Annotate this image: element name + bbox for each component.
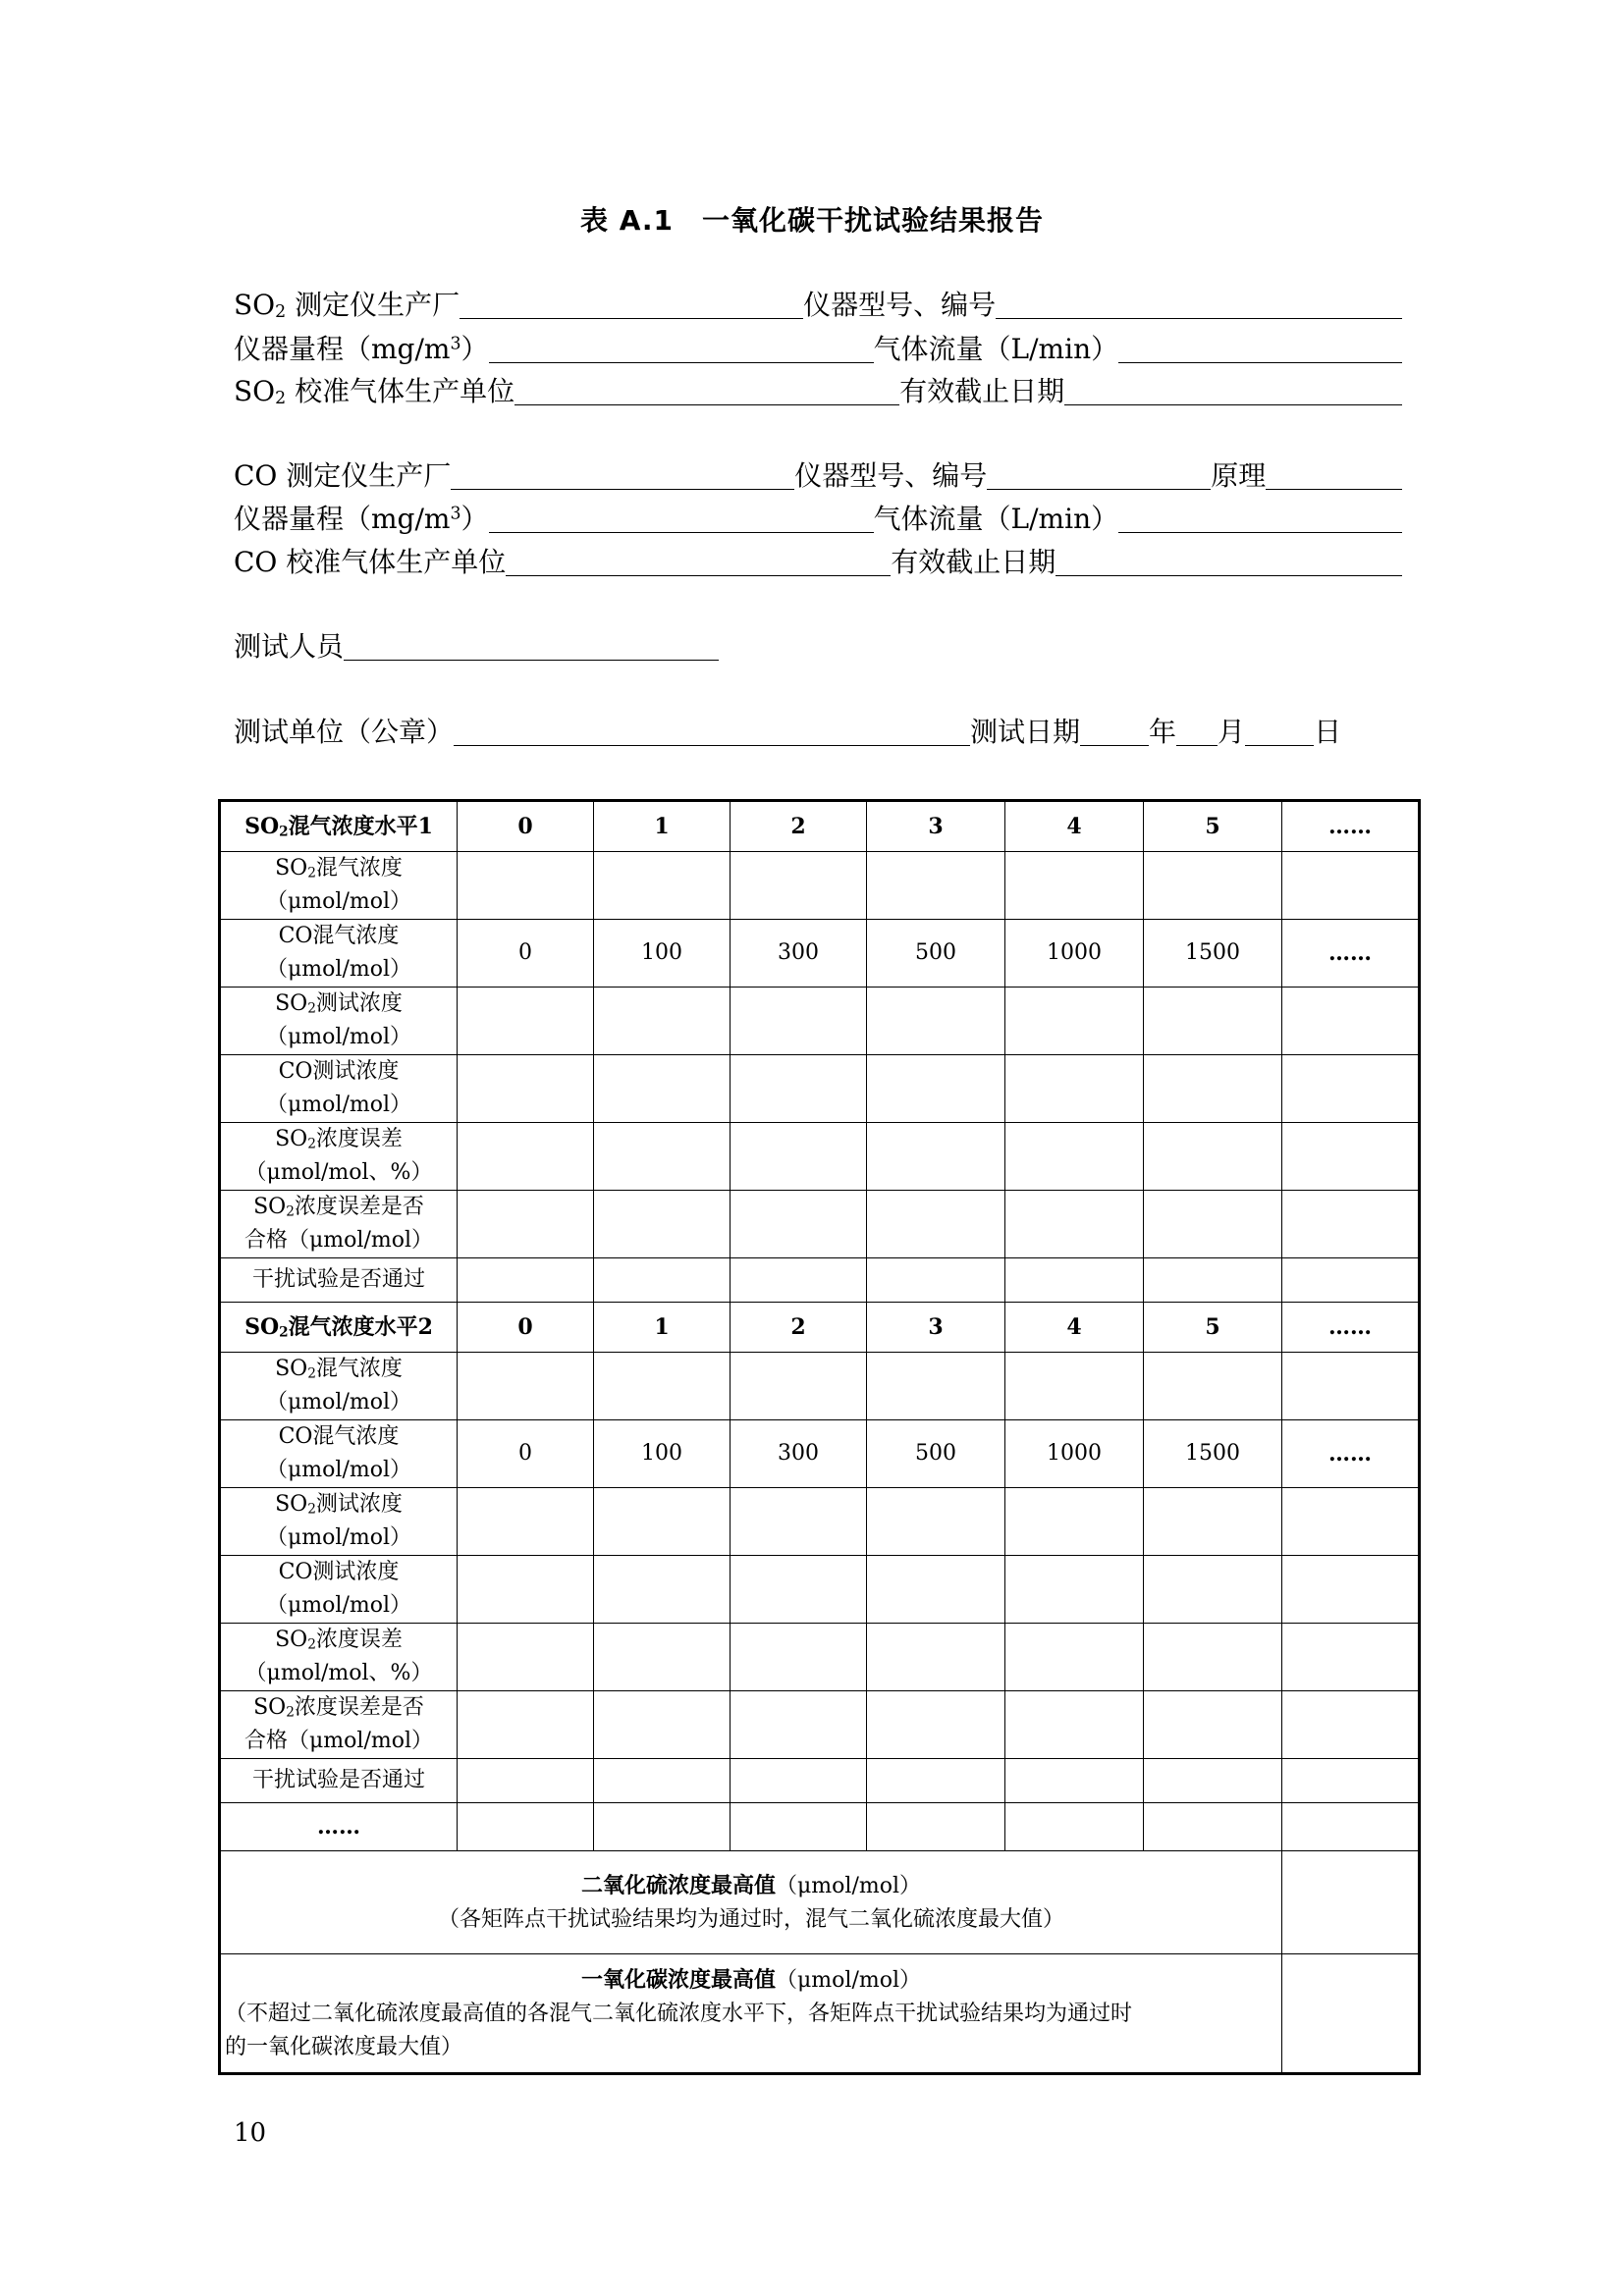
co-value-cell: 0: [458, 1420, 594, 1488]
interference-results-table: [218, 799, 1421, 2075]
day-label: 日: [1314, 716, 1342, 748]
table-cell[interactable]: [1005, 1624, 1144, 1691]
table-cell[interactable]: [731, 988, 867, 1055]
table-cell[interactable]: [1144, 1123, 1282, 1191]
table-row: [220, 1123, 1420, 1191]
table-cell[interactable]: [1282, 1055, 1420, 1123]
table-cell[interactable]: [1005, 1488, 1144, 1556]
table-cell[interactable]: [1144, 988, 1282, 1055]
so2-range-label: 仪器量程$(mg/m^3)$: [234, 333, 489, 365]
so2-flow-label: 气体流量（L/min）: [873, 333, 1119, 365]
row-label: 干扰试验是否通过: [220, 1258, 458, 1303]
table-cell[interactable]: [594, 1759, 731, 1803]
table-cell[interactable]: [867, 1803, 1005, 1851]
table-cell[interactable]: [1282, 1191, 1420, 1258]
table-cell[interactable]: [1005, 1691, 1144, 1759]
co-maker-row: [234, 456, 1402, 496]
table-cell[interactable]: [1282, 1123, 1420, 1191]
table-cell[interactable]: [1282, 1258, 1420, 1303]
table-cell[interactable]: [867, 1624, 1005, 1691]
table-cell[interactable]: [1005, 1191, 1144, 1258]
table-cell[interactable]: [1005, 1055, 1144, 1123]
table-cell[interactable]: [867, 1258, 1005, 1303]
table-cell[interactable]: [1005, 1353, 1144, 1420]
table-row: [220, 1803, 1420, 1851]
table-cell[interactable]: [731, 1055, 867, 1123]
test-date-label: 测试日期: [970, 716, 1081, 748]
table-cell[interactable]: [867, 1123, 1005, 1191]
table-cell[interactable]: [731, 1803, 867, 1851]
table-cell[interactable]: [458, 852, 594, 920]
co-value-cell: 1000: [1005, 1420, 1144, 1488]
table-row: [220, 1556, 1420, 1624]
table-cell[interactable]: [1282, 852, 1420, 920]
table-cell[interactable]: [731, 1488, 867, 1556]
level-col: ……: [1282, 1303, 1420, 1353]
table-row: [220, 1624, 1420, 1691]
so2-gas-row: [234, 372, 1402, 411]
row-label: $SO_2$测试浓度 （μmol/mol）: [220, 988, 458, 1055]
level-header-row: [220, 801, 1420, 852]
month-field[interactable]: [1176, 714, 1218, 746]
table-cell[interactable]: [867, 1691, 1005, 1759]
table-cell[interactable]: [458, 1055, 594, 1123]
so2-maker-row: [234, 286, 1402, 325]
table-cell[interactable]: [731, 1191, 867, 1258]
co-range-field[interactable]: [489, 501, 874, 533]
table-cell[interactable]: [731, 852, 867, 920]
table-cell[interactable]: [867, 1556, 1005, 1624]
table-cell[interactable]: [594, 1123, 731, 1191]
co-value-cell: 100: [594, 920, 731, 988]
table-cell[interactable]: [594, 1353, 731, 1420]
table-row: [220, 852, 1420, 920]
row-label: $SO_2$浓度误差是否 合格（μmol/mol）: [220, 1191, 458, 1258]
co-value-cell: ……: [1282, 1420, 1420, 1488]
co-expiry-label: 有效截止日期: [891, 546, 1056, 578]
co-flow-field[interactable]: [1118, 501, 1402, 533]
so2-model-field[interactable]: [996, 287, 1402, 319]
table-cell[interactable]: [1144, 1759, 1282, 1803]
so2-model-label: 仪器型号、编号: [803, 289, 997, 321]
table-cell[interactable]: [731, 1691, 867, 1759]
table-cell[interactable]: [1144, 1055, 1282, 1123]
table-cell[interactable]: [1005, 1803, 1144, 1851]
so2-max-row: [220, 1851, 1420, 1954]
table-cell[interactable]: [1282, 1803, 1420, 1851]
table-cell[interactable]: [1144, 1488, 1282, 1556]
table-cell[interactable]: [1282, 1488, 1420, 1556]
table-cell[interactable]: [458, 1258, 594, 1303]
co-principle-label: 原理: [1211, 459, 1267, 492]
co-model-label: 仪器型号、编号: [794, 459, 988, 492]
co-model-field[interactable]: [987, 457, 1211, 490]
level-header-row: [220, 1303, 1420, 1353]
level-col: 1: [594, 1303, 731, 1353]
table-cell[interactable]: [458, 1803, 594, 1851]
table-cell[interactable]: [1144, 1803, 1282, 1851]
level-col: 0: [458, 1303, 594, 1353]
table-cell[interactable]: [594, 852, 731, 920]
row-label: CO测试浓度 （μmol/mol）: [220, 1055, 458, 1123]
level-col: 5: [1144, 801, 1282, 852]
table-cell[interactable]: [731, 1353, 867, 1420]
table-cell[interactable]: [867, 1191, 1005, 1258]
month-label: 月: [1218, 716, 1246, 748]
page-title: 表 A.1 一氧化碳干扰试验结果报告: [579, 204, 1045, 237]
table-cell[interactable]: [594, 1624, 731, 1691]
table-row: [220, 1353, 1420, 1420]
level-header-label: $SO_2$混气浓度水平1: [220, 801, 458, 852]
table-cell[interactable]: [1144, 1624, 1282, 1691]
table-row: [220, 1258, 1420, 1303]
co-value-cell: 500: [867, 920, 1005, 988]
table-cell[interactable]: [594, 1691, 731, 1759]
table-cell[interactable]: [867, 988, 1005, 1055]
co-maker-field[interactable]: [451, 457, 794, 490]
co-value-cell: 100: [594, 1420, 731, 1488]
table-cell[interactable]: [731, 1624, 867, 1691]
table-cell[interactable]: [458, 988, 594, 1055]
co-value-cell: 1500: [1144, 920, 1282, 988]
table-row: [220, 1191, 1420, 1258]
table-cell[interactable]: [1005, 1258, 1144, 1303]
table-cell[interactable]: [1282, 1556, 1420, 1624]
table-cell[interactable]: [1144, 1691, 1282, 1759]
table-cell[interactable]: [867, 1759, 1005, 1803]
table-cell[interactable]: [1005, 1556, 1144, 1624]
table-cell[interactable]: [594, 1191, 731, 1258]
table-cell[interactable]: [1005, 988, 1144, 1055]
row-label: $SO_2$测试浓度 （μmol/mol）: [220, 1488, 458, 1556]
table-cell[interactable]: [731, 1258, 867, 1303]
table-row: [220, 988, 1420, 1055]
co-flow-label: 气体流量（L/min）: [873, 503, 1119, 535]
tester-row: [234, 627, 1402, 667]
table-cell[interactable]: [1282, 1691, 1420, 1759]
row-label: $SO_2$浓度误差 （μmol/mol、%）: [220, 1624, 458, 1691]
level-col: ……: [1282, 801, 1420, 852]
table-cell[interactable]: [1282, 1759, 1420, 1803]
so2-maker-field[interactable]: [460, 287, 803, 319]
row-label: 干扰试验是否通过: [220, 1759, 458, 1803]
table-cell[interactable]: [1144, 1353, 1282, 1420]
level-col: 1: [594, 801, 731, 852]
table-cell[interactable]: [1144, 1258, 1282, 1303]
table-cell[interactable]: [458, 1191, 594, 1258]
so2-max-label: 二氧化硫浓度最高值（μmol/mol） （各矩阵点干扰试验结果均为通过时，混气二氧化硫浓度最大值）: [220, 1851, 1282, 1954]
co-value-cell: 300: [731, 1420, 867, 1488]
co-value-cell: 1500: [1144, 1420, 1282, 1488]
test-unit-row: [234, 713, 1402, 752]
table-cell[interactable]: [458, 1624, 594, 1691]
table-cell[interactable]: [594, 1258, 731, 1303]
level-col: 5: [1144, 1303, 1282, 1353]
row-label: CO混气浓度 （μmol/mol）: [220, 920, 458, 988]
co-max-label: 一氧化碳浓度最高值（μmol/mol） （不超过二氧化硫浓度最高值的各混气二氧化硫浓度水平下，各矩阵点干扰试验结果均为通过时 的一氧化碳浓度最大值）: [220, 1954, 1282, 2074]
table-cell[interactable]: [458, 1123, 594, 1191]
co-value-cell: ……: [1282, 920, 1420, 988]
row-label: $SO_2$浓度误差 （μmol/mol、%）: [220, 1123, 458, 1191]
row-label: ……: [220, 1803, 458, 1851]
tester-label: 测试人员: [234, 630, 345, 663]
level-header-label: $SO_2$混气浓度水平2: [220, 1303, 458, 1353]
level-col: 0: [458, 801, 594, 852]
co-value-cell: 0: [458, 920, 594, 988]
year-field[interactable]: [1080, 714, 1149, 746]
so2-range-field[interactable]: [489, 331, 874, 363]
row-label: CO混气浓度 （μmol/mol）: [220, 1420, 458, 1488]
row-label: $SO_2$混气浓度 （μmol/mol）: [220, 852, 458, 920]
table-cell[interactable]: [1282, 1624, 1420, 1691]
day-field[interactable]: [1245, 714, 1314, 746]
table-cell[interactable]: [458, 1488, 594, 1556]
table-cell[interactable]: [594, 1556, 731, 1624]
table-cell[interactable]: [1144, 1191, 1282, 1258]
so2-maker-label: $SO_2$ 测定仪生产厂: [234, 289, 460, 323]
level-col: 4: [1005, 1303, 1144, 1353]
level-col: 2: [731, 801, 867, 852]
level-col: 3: [867, 1303, 1005, 1353]
test-unit-field[interactable]: [454, 714, 970, 746]
table-cell[interactable]: [731, 1759, 867, 1803]
table-cell[interactable]: [594, 1055, 731, 1123]
table-cell[interactable]: [731, 1556, 867, 1624]
table-cell[interactable]: [867, 1353, 1005, 1420]
co-expiry-field[interactable]: [1056, 544, 1402, 576]
co-range-row: [234, 500, 1402, 539]
table-row: [220, 1420, 1420, 1488]
level-col: 3: [867, 801, 1005, 852]
so2-gas-label: $SO_2$ 校准气体生产单位: [234, 375, 515, 409]
co-maker-label: CO 测定仪生产厂: [234, 459, 452, 492]
table-cell[interactable]: [458, 1353, 594, 1420]
table-cell[interactable]: [867, 1488, 1005, 1556]
co-gas-row: [234, 543, 1402, 582]
so2-range-row: [234, 330, 1402, 369]
so2-expiry-label: 有效截止日期: [899, 375, 1065, 407]
year-label: 年: [1149, 716, 1177, 748]
table-cell[interactable]: [731, 1123, 867, 1191]
table-row: [220, 1055, 1420, 1123]
co-gas-label: CO 校准气体生产单位: [234, 546, 507, 578]
table-cell[interactable]: [594, 1803, 731, 1851]
co-max-row: [220, 1954, 1420, 2074]
table-cell[interactable]: [594, 1488, 731, 1556]
table-cell[interactable]: [1005, 1759, 1144, 1803]
co-max-value[interactable]: [1282, 1954, 1420, 2074]
so2-expiry-field[interactable]: [1064, 373, 1402, 405]
tester-field[interactable]: [344, 628, 719, 661]
co-value-cell: 1000: [1005, 920, 1144, 988]
co-value-cell: 300: [731, 920, 867, 988]
so2-gas-field[interactable]: [514, 373, 899, 405]
table-row: [220, 1691, 1420, 1759]
table-cell[interactable]: [594, 988, 731, 1055]
table-row: [220, 1759, 1420, 1803]
level-col: 2: [731, 1303, 867, 1353]
co-gas-field[interactable]: [506, 544, 891, 576]
table-cell[interactable]: [867, 1055, 1005, 1123]
table-cell[interactable]: [1282, 1353, 1420, 1420]
table-row: [220, 1488, 1420, 1556]
table-cell[interactable]: [1282, 988, 1420, 1055]
table-cell[interactable]: [867, 852, 1005, 920]
table-cell[interactable]: [458, 1556, 594, 1624]
so2-max-value[interactable]: [1282, 1851, 1420, 1954]
row-label: $SO_2$浓度误差是否 合格（μmol/mol）: [220, 1691, 458, 1759]
co-principle-field[interactable]: [1266, 457, 1402, 490]
table-row: [220, 920, 1420, 988]
test-unit-label: 测试单位（公章）: [234, 716, 455, 748]
co-range-label: 仪器量程$(mg/m^3)$: [234, 503, 489, 535]
table-cell[interactable]: [1144, 1556, 1282, 1624]
co-value-cell: 500: [867, 1420, 1005, 1488]
level-col: 4: [1005, 801, 1144, 852]
table-cell[interactable]: [1144, 852, 1282, 920]
so2-flow-field[interactable]: [1118, 331, 1402, 363]
table-cell[interactable]: [458, 1691, 594, 1759]
table-cell[interactable]: [1005, 852, 1144, 920]
table-cell[interactable]: [1005, 1123, 1144, 1191]
row-label: CO测试浓度 （μmol/mol）: [220, 1556, 458, 1624]
table-cell[interactable]: [458, 1759, 594, 1803]
row-label: $SO_2$混气浓度 （μmol/mol）: [220, 1353, 458, 1420]
page-number: 10: [234, 2118, 267, 2148]
